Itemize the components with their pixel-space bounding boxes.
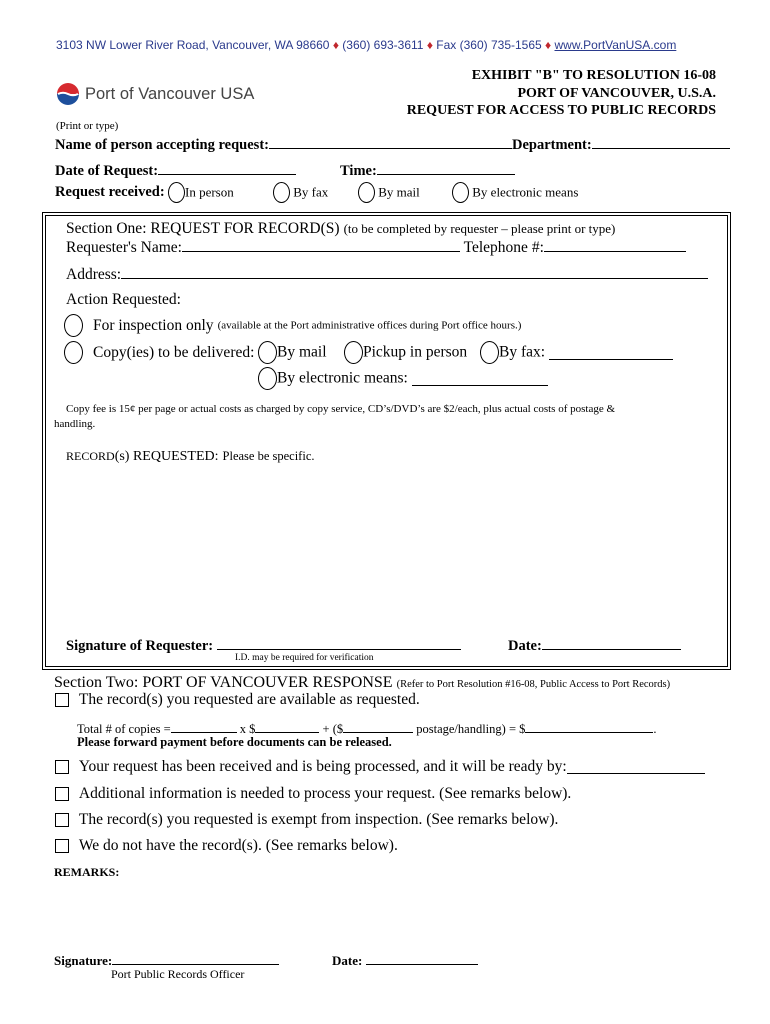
date-of-request-field[interactable] (158, 161, 296, 175)
response-no-records-row[interactable] (55, 837, 398, 855)
website-link[interactable]: www.PortVanUSA.com (554, 38, 677, 52)
accepting-name-label: Name of person accepting request: (55, 137, 269, 153)
records-label-a: RECORD (66, 449, 115, 463)
copies-label: Copy(ies) to be delivered: (93, 343, 255, 361)
inspection-radio[interactable] (64, 314, 83, 337)
received-electronic[interactable] (452, 182, 578, 203)
delivery-pickup[interactable] (344, 341, 467, 364)
inspection-label: For inspection only (93, 316, 214, 334)
by-electronic-label: By electronic means (472, 184, 579, 200)
remarks-area[interactable] (54, 884, 714, 944)
ready-by-field[interactable] (567, 760, 705, 774)
department-label: Department: (511, 137, 592, 153)
officer-date-label: Date: (332, 953, 363, 968)
inspection-note: (available at the Port administrative offices during Port office hours.) (217, 319, 522, 332)
requester-row (66, 238, 686, 257)
requester-date-label: Date: (508, 638, 542, 654)
by-mail-radio[interactable] (358, 182, 375, 203)
requester-name-label: Requester's Name: (66, 239, 182, 256)
records-requested-heading (66, 447, 315, 465)
in-person-radio[interactable] (168, 182, 185, 203)
response-available-checkbox[interactable] (55, 693, 69, 707)
officer-title: Port Public Records Officer (111, 967, 245, 981)
address-row (66, 265, 708, 284)
received-by-fax[interactable] (273, 182, 328, 203)
fee-note-line1: Copy fee is 15¢ per page or actual costs as charged by copy service, CD’s/DVD’s are $2/each, plus actual costs of postage & (66, 403, 616, 415)
per-copy-field[interactable] (255, 719, 319, 733)
delivery-electronic-label: By electronic means: (277, 369, 408, 387)
received-by-mail[interactable] (358, 182, 420, 203)
phone-text: (360) 693-3611 (342, 38, 424, 52)
received-row (55, 183, 165, 201)
section-one-title: Section One: REQUEST FOR RECORD(S) (66, 220, 340, 237)
logo-text: Port of Vancouver USA (85, 84, 255, 103)
delivery-by-fax[interactable] (480, 341, 673, 364)
response-processing-row[interactable] (55, 758, 705, 776)
delivery-pickup-radio[interactable] (344, 341, 363, 364)
section-two-note: (Refer to Port Resolution #16-08, Public Access to Port Records) (396, 679, 671, 690)
requester-signature-label: Signature of Requester: (66, 638, 214, 654)
address-label: Address: (66, 266, 122, 283)
by-fax-label: By fax (293, 184, 329, 200)
requester-date-field[interactable] (542, 636, 681, 650)
port-logo (56, 82, 254, 106)
department-field[interactable] (592, 135, 730, 149)
delivery-fax-label: By fax: (499, 343, 546, 361)
time-field[interactable] (377, 161, 515, 175)
id-note: I.D. may be required for verification (235, 653, 374, 663)
response-available-row[interactable] (55, 691, 420, 709)
form-title: REQUEST FOR ACCESS TO PUBLIC RECORDS (406, 103, 716, 118)
copies-row (64, 341, 254, 364)
by-electronic-radio[interactable] (452, 182, 469, 203)
remarks-label: REMARKS: (54, 865, 120, 879)
delivery-fax-field[interactable] (549, 346, 673, 360)
exhibit-title: EXHIBIT "B" TO RESOLUTION 16-08 (471, 68, 716, 83)
officer-date-field[interactable] (366, 951, 478, 965)
date-of-request-label: Date of Request: (55, 163, 159, 179)
delivery-fax-radio[interactable] (480, 341, 499, 364)
response-no-records-label: We do not have the record(s). (See remarks below). (78, 837, 398, 855)
port-logo-icon (56, 82, 80, 106)
records-label-b: (s) REQUESTED: (114, 449, 219, 464)
delivery-electronic-field[interactable] (412, 372, 548, 386)
in-person-label: In person (185, 184, 234, 200)
section-one-note: (to be completed by requester – please print or type) (343, 221, 616, 236)
officer-signature-label: Signature: (54, 953, 113, 968)
records-hint: Please be specific. (222, 449, 315, 463)
accepting-name-field[interactable] (269, 135, 512, 149)
payment-note: Please forward payment before documents can be released. (77, 735, 392, 749)
requester-signature-field[interactable] (217, 636, 461, 650)
separator-diamond: ♦ (332, 38, 339, 52)
inspection-row[interactable] (64, 314, 521, 337)
delivery-electronic[interactable] (258, 367, 548, 390)
total-copies-label: Total # of copies = (77, 722, 171, 736)
response-processing-label: Your request has been received and is being processed, and it will be ready by: (78, 758, 567, 776)
copies-radio[interactable] (64, 341, 83, 364)
total-period: . (653, 722, 657, 736)
telephone-label: Telephone #: (463, 239, 544, 256)
contact-line (56, 38, 676, 52)
response-additional-info-label: Additional information is needed to process your request. (See remarks below). (78, 785, 572, 803)
fee-note-line2: handling. (54, 418, 96, 430)
delivery-mail-label: By mail (277, 343, 327, 361)
times-dollar-label: x $ (239, 722, 256, 736)
time-label: Time: (340, 163, 377, 179)
total-copies-field[interactable] (171, 719, 237, 733)
requester-name-field[interactable] (182, 238, 460, 252)
accepting-row (55, 135, 730, 154)
response-processing-checkbox[interactable] (55, 760, 69, 774)
plus-label: + ($ (322, 722, 344, 736)
delivery-mail-radio[interactable] (258, 341, 277, 364)
response-no-records-checkbox[interactable] (55, 839, 69, 853)
fax-text: Fax (360) 735-1565 (436, 38, 542, 52)
response-additional-info-checkbox[interactable] (55, 787, 69, 801)
time-row (340, 161, 515, 180)
delivery-pickup-label: Pickup in person (363, 343, 468, 361)
request-received-label: Request received: (55, 183, 165, 200)
date-time-row (55, 161, 296, 180)
response-exempt-label: The record(s) you requested is exempt from inspection. (See remarks below). (78, 811, 559, 829)
delivery-electronic-radio[interactable] (258, 367, 277, 390)
postage-label: postage/handling) = $ (416, 722, 526, 736)
address-text: 3103 NW Lower River Road, Vancouver, WA 98660 (56, 38, 330, 52)
by-fax-radio[interactable] (273, 182, 290, 203)
port-name-title: PORT OF VANCOUVER, U.S.A. (517, 86, 716, 101)
response-available-label: The record(s) you requested are available as requested. (78, 691, 420, 709)
response-exempt-checkbox[interactable] (55, 813, 69, 827)
officer-signature-field[interactable] (112, 951, 279, 965)
section-two-heading (54, 674, 670, 692)
officer-date-row (332, 951, 478, 969)
telephone-field[interactable] (544, 238, 686, 252)
separator-diamond: ♦ (545, 38, 552, 52)
total-amount-field[interactable] (525, 719, 653, 733)
action-requested-label: Action Requested: (66, 291, 181, 308)
section-two-title: Section Two: PORT OF VANCOUVER RESPONSE (54, 674, 393, 691)
by-mail-label: By mail (378, 184, 420, 200)
records-requested-area[interactable] (66, 470, 716, 620)
address-field[interactable] (121, 265, 708, 279)
delivery-by-mail[interactable] (258, 341, 327, 364)
requester-date-row (508, 636, 681, 655)
response-exempt-row[interactable] (55, 811, 558, 829)
section-one-heading (66, 220, 615, 238)
print-note: (Print or type) (56, 120, 119, 132)
received-in-person[interactable] (168, 182, 234, 203)
separator-diamond: ♦ (426, 38, 433, 52)
response-additional-info-row[interactable] (55, 785, 571, 803)
postage-field[interactable] (343, 719, 413, 733)
